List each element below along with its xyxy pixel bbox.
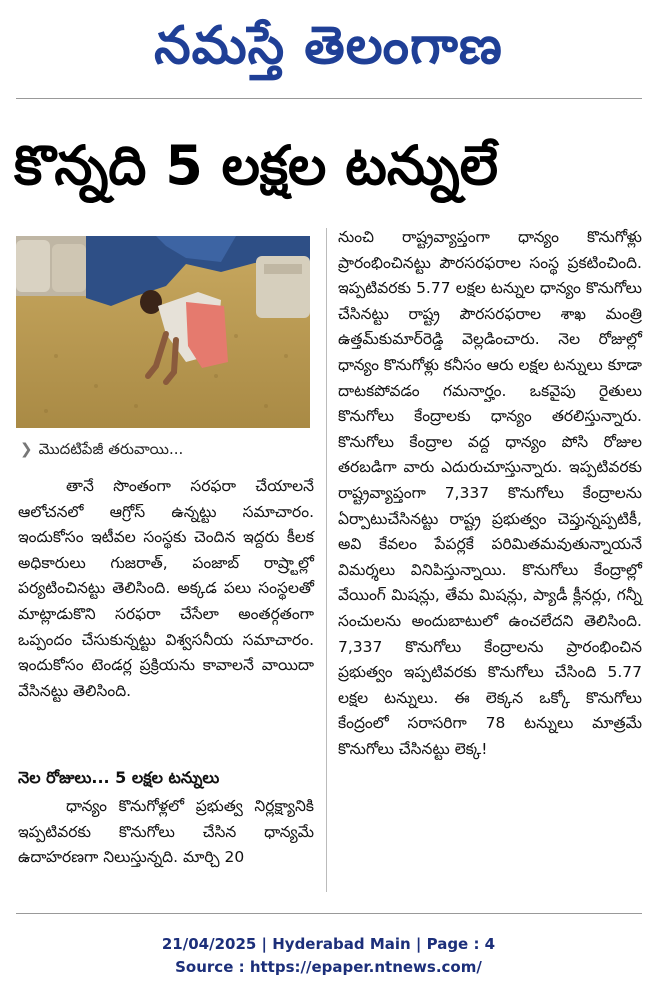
caption-text: మొదటిపేజీ తరువాయి... xyxy=(38,440,184,458)
paragraph-text: ధాన్యం కొనుగోళ్లలో ప్రభుత్వ నిర్లక్ష్యానికి ఇప్పటివరకు కొనుగోలు చేసిన ధాన్యమే ఉదాహరణగా నిలుస్తున్నది. మార్చి 20 xyxy=(18,797,314,867)
paragraph-text: నుంచి రాష్ట్రవ్యాప్తంగా ధాన్యం కొనుగోళ్లు ప్రారంభించినట్టు పౌరసరఫరాల సంస్థ ప్రకటించింది. ఇప్పటివరకు 5.77 లక్షల టన్నుల ధాన్యం కొనుగోలు చేసినట్టు రాష్ట్ర పౌరసరఫరాల శాఖ మంత్రి ఉత్తమ్‌కుమార్‌రెడ్డి వెల్లడించారు. నెల రోజుల్లో ధాన్యం కొనుగోళ్లు కనీసం ఆరు లక్షల టన్నులు కూడా దాటకపోవడం గమనార్హం. ఒకవైపు రైతులు కొనుగోలు కేంద్రాలకు ధాన్యం తరలిస్తున్నారు. కొనుగోలు కేంద్రాల వద్ద ధాన్యం పోసి రోజుల తరబడిగా వారు ఎదురుచూస్తున్నారు. ఇప్పటివరకు రాష్ట్రవ్యాప్తంగా 7,337 కొనుగోలు కేంద్రాలను ఏర్పాటుచేసినట్టు రాష్ట్ర ప్రభుత్వం చెప్తున్నప్పటికీ, అవి కేవలం పేపర్లకే పరిమితమవుతున్నాయనే విమర్శలు వినిపిస్తున్నాయి. కొనుగోలు కేంద్రాల్లో వేయింగ్‌ మిషన్లు, తేమ మిషన్లు, ప్యాడీ క్లీనర్లు, గన్నీ సంచులను అందుబాటులో ఉంచలేదని తెలిసింది. 7,337 కొనుగోలు కేంద్రాలను ప్రారంభించిన ప్రభుత్వం ఇప్పటివరకు కొనుగోలు చేసింది 5.77 లక్షల టన్నులు. ఈ లెక్కన ఒక్కో కొనుగోలు కేంద్రంలో సరాసరిగా 78 టన్నులు మాత్రమే కొనుగోలు చేసినట్టు లెక్క! xyxy=(338,228,642,758)
masthead-divider xyxy=(16,98,642,99)
photo-caption xyxy=(20,438,310,460)
masthead-logo: నమస్తే తెలంగాణ xyxy=(154,15,503,76)
right-column xyxy=(338,225,642,762)
woman-drying-paddy-photo xyxy=(16,236,310,428)
left-column-paragraph-1 xyxy=(18,474,314,704)
footer-source-link[interactable]: Source : https://epaper.ntnews.com/ xyxy=(175,958,482,976)
paragraph-text: తానే సొంతంగా సరఫరా చేయాలనే ఆలోచనలో ఆగ్రోస్‌ ఉన్నట్టు సమాచారం. ఇందుకోసం ఇటీవల సంస్థకు చెందిన ఇద్దరు కీలక అధికారులు గుజరాత్‌, పంజాబ్‌ రాష్ర్టాల్లో పర్యటించినట్టు తెలిసింది. అక్కడ పలు సంస్థలతో మాట్లాడుకొని సరఫరా చేసేలా అంతర్గతంగా ఒప్పందం చేసుకున్నట్టు విశ్వసనీయ సమాచారం. ఇందుకోసం టెండర్ల ప్రక్రియను కావాలనే వాయిదా వేసినట్టు తెలిసింది. xyxy=(18,477,314,700)
column-divider xyxy=(326,228,327,892)
footer-edition-info: 21/04/2025 | Hyderabad Main | Page : 4 xyxy=(161,935,496,953)
article-headline: కొన్నది 5 లక్షల టన్నులే xyxy=(14,134,499,197)
section-subheading: నెల రోజులు... 5 లక్షల టన్నులు xyxy=(18,768,220,787)
chevron-right-icon: ❯ xyxy=(20,440,33,458)
footer-divider xyxy=(16,913,642,914)
left-column-paragraph-2 xyxy=(18,794,314,871)
